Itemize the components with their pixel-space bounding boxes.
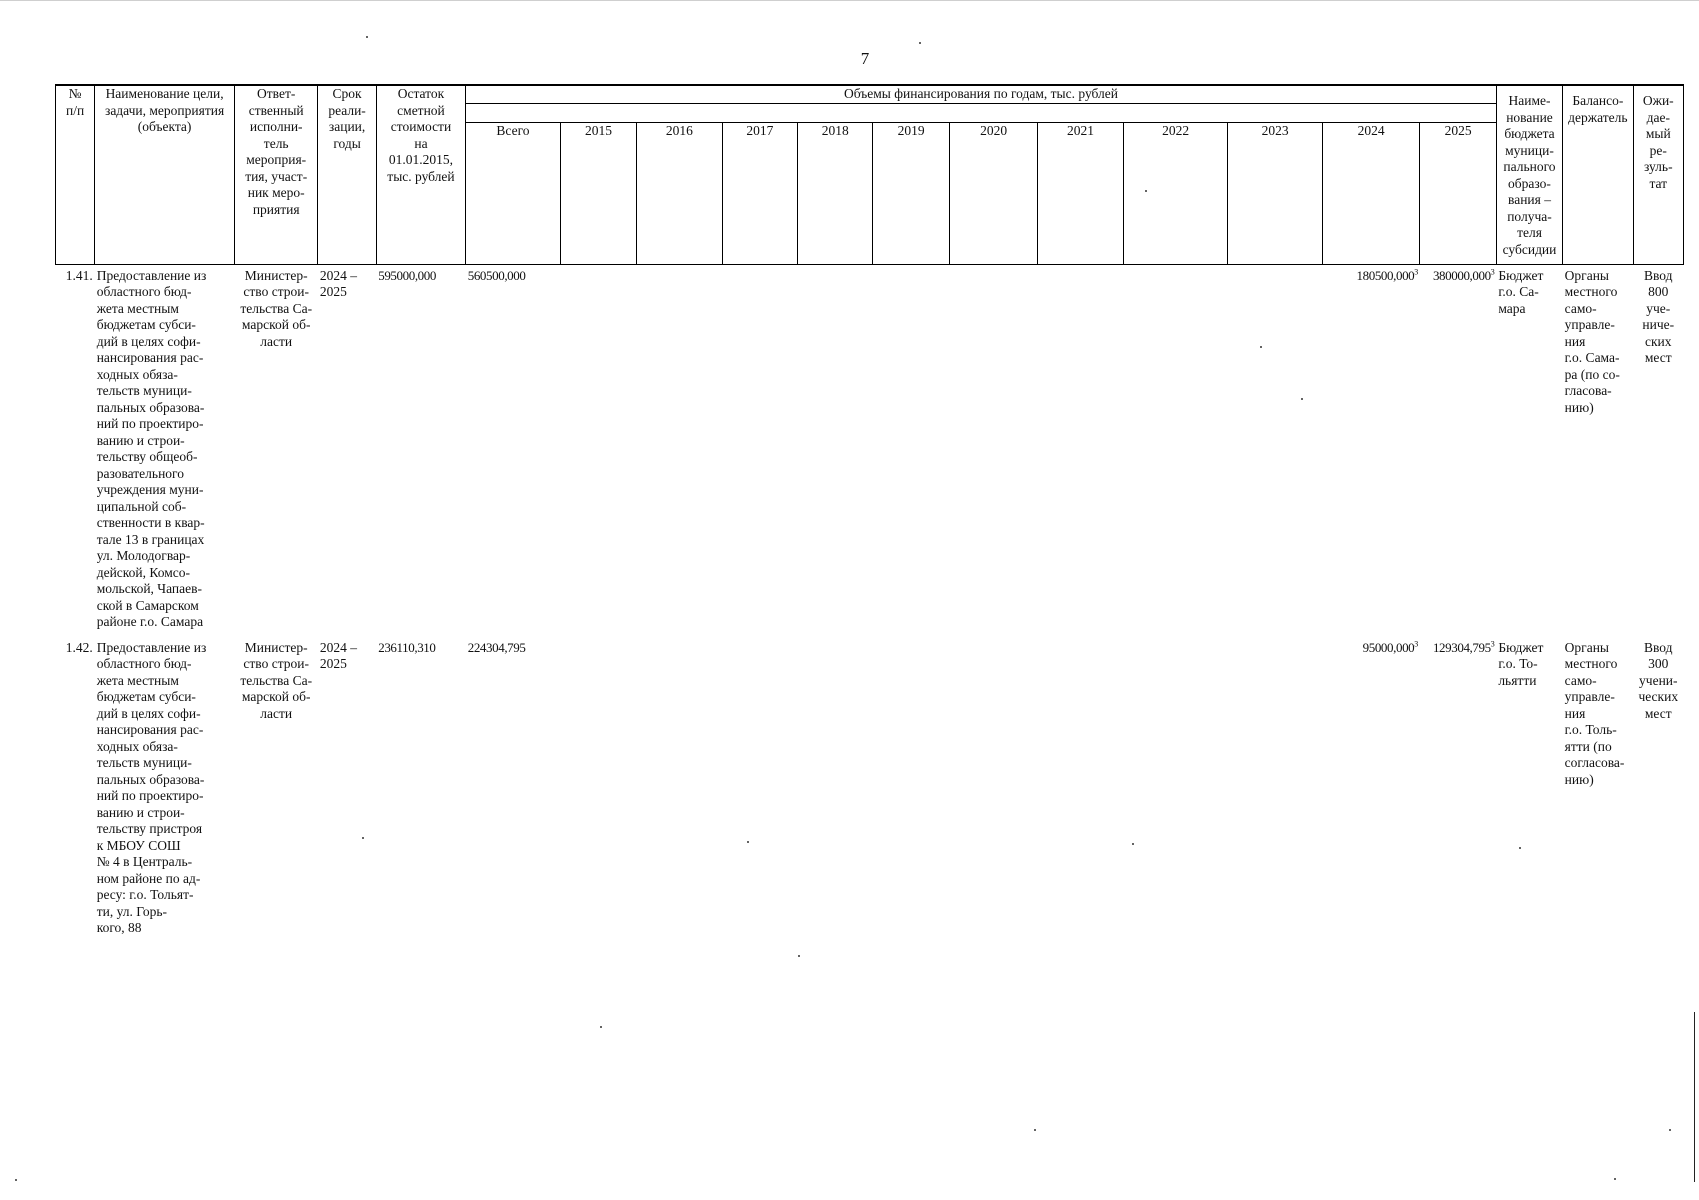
- row-remainder: 595000,000: [378, 267, 436, 283]
- header-remainder: Остаток сметной стоимости на 01.01.2015, тыс. рублей: [376, 85, 465, 264]
- scan-speck: [798, 955, 800, 957]
- scan-speck: [1034, 1129, 1036, 1131]
- financing-table: [55, 84, 1684, 937]
- header-year-2023: 2023: [1228, 122, 1323, 264]
- value-2024: 95000,000: [1362, 639, 1415, 655]
- scan-speck: [1669, 1129, 1671, 1131]
- value-2024: 180500,000: [1356, 267, 1415, 283]
- header-spacer: [466, 103, 1497, 122]
- row-total: 224304,795: [467, 639, 526, 655]
- header-name: Наименование цели, задачи, мероприятия (объекта): [95, 85, 235, 264]
- table-row: [56, 631, 1684, 937]
- header-result: Ожи- дае- мый ре- зуль- тат: [1633, 85, 1683, 264]
- scan-speck: [1132, 843, 1134, 845]
- value-2025: 380000,000: [1432, 267, 1491, 283]
- header-num: № п/п: [56, 85, 95, 264]
- row-num: 1.41.: [65, 267, 93, 283]
- header-year-2016: 2016: [637, 122, 722, 264]
- header-year-2020: 2020: [949, 122, 1037, 264]
- page-number: 7: [860, 49, 870, 68]
- header-year-2021: 2021: [1038, 122, 1123, 264]
- header-year-2015: 2015: [560, 122, 636, 264]
- row-budget: Бюджет г.о. То- льятти: [1498, 639, 1544, 688]
- header-year-2018: 2018: [798, 122, 873, 264]
- row-2024: [1322, 264, 1420, 631]
- value-2025: 129304,795: [1432, 639, 1491, 655]
- row-period: 2024 – 2025: [319, 267, 358, 299]
- row-2025: [1420, 264, 1496, 631]
- row-result: Ввод 800 уче- ниче- ских мест: [1642, 267, 1675, 365]
- scan-speck: [1519, 847, 1521, 849]
- header-holder: Балансо- держатель: [1563, 85, 1633, 264]
- row-num: 1.42.: [65, 639, 93, 655]
- page-top-rule: [0, 0, 1699, 1]
- row-2024: [1322, 631, 1420, 937]
- table-row: [56, 264, 1684, 631]
- scan-speck: [15, 1179, 17, 1181]
- scan-speck: [1145, 190, 1147, 192]
- row-name: Предоставление из областного бюд- жета местным бюджетам субси- дий в целях софи- нансирования рас- ходных обяза- тельств муници- пальных образова- ний по проектиро- ванию и строи- тельству пристроя к МБОУ СОШ № 4 в Централь- ном районе по ад- ресу: г.о. Тольят- ти, ул. Горь- кого, 88: [96, 639, 207, 935]
- scan-speck: [747, 841, 749, 843]
- row-executor: Министер- ство строи- тельства Са- марской об- ласти: [240, 267, 313, 349]
- header-year-2019: 2019: [873, 122, 949, 264]
- header-year-2017: 2017: [722, 122, 797, 264]
- footnote-mark: 3: [1490, 267, 1495, 277]
- row-name: Предоставление из областного бюд- жета местным бюджетам субси- дий в целях софи- нансирования рас- ходных обяза- тельств муници- пальных образова- ний по проектиро- ванию и строи- тельству общеоб- разовательного учреждения муни- ципальной соб- ственности в квар- тале 13 в границах ул. Молодогвар- дейской, Комсо- мольской, Чапаев- ской в Самарском районе г.о. Самара: [96, 267, 207, 629]
- header-total: Всего: [466, 122, 561, 264]
- scan-speck: [1614, 1178, 1616, 1180]
- row-holder: Органы местного само- управле- ния г.о. Сама- ра (по со- гласова- нию): [1564, 267, 1620, 415]
- row-total: 560500,000: [467, 267, 526, 283]
- header-executor: Ответ- ственный исполни- тель мероприя- тия, участ- ник меро- приятия: [234, 85, 317, 264]
- row-remainder: 236110,310: [378, 639, 436, 655]
- header-financing: Объемы финансирования по годам, тыс. рублей: [466, 85, 1497, 103]
- row-executor: Министер- ство строи- тельства Са- марской об- ласти: [240, 639, 313, 721]
- scan-speck: [362, 837, 364, 839]
- scan-speck: [1260, 346, 1262, 348]
- row-result: Ввод 300 учени- ческих мест: [1638, 639, 1679, 721]
- header-budget: Наиме- нование бюджета муници- пального образо- вания – получа- теля субсидии: [1496, 85, 1562, 264]
- scan-speck: [600, 1026, 602, 1028]
- scan-speck: [1301, 398, 1303, 400]
- footnote-mark: 3: [1414, 267, 1418, 277]
- scan-speck: [919, 42, 921, 44]
- footnote-mark: 3: [1490, 639, 1495, 649]
- scan-edge-line: [1694, 1012, 1695, 1182]
- row-holder: Органы местного само- управле- ния г.о. Толь- ятти (по согласова- нию): [1564, 639, 1625, 787]
- header-period: Срок реали- зации, годы: [318, 85, 376, 264]
- header-year-2022: 2022: [1123, 122, 1228, 264]
- scan-speck: [366, 36, 368, 38]
- footnote-mark: 3: [1414, 639, 1418, 649]
- row-period: 2024 – 2025: [319, 639, 358, 671]
- header-year-2025: 2025: [1420, 122, 1496, 264]
- row-budget: Бюджет г.о. Са- мара: [1498, 267, 1544, 316]
- header-year-2024: 2024: [1322, 122, 1420, 264]
- row-2025: [1420, 631, 1496, 937]
